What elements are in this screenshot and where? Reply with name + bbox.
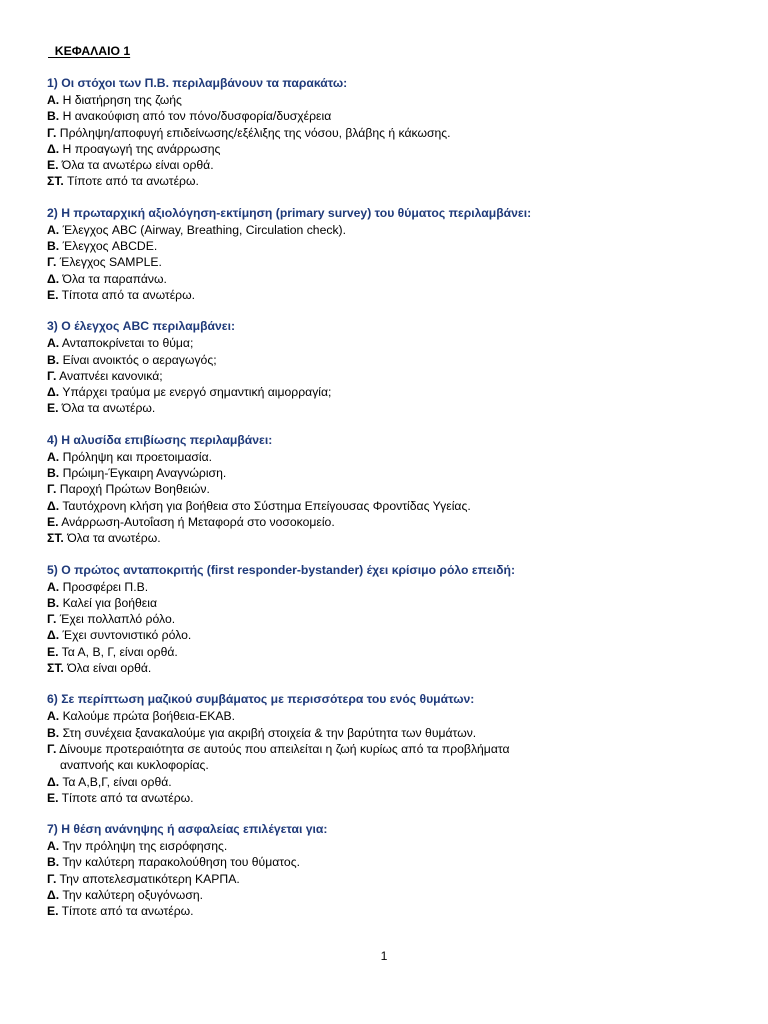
option-letter: Δ.	[47, 498, 60, 513]
question-text: 3) Ο έλεγχος ABC περιλαμβάνει:	[47, 319, 236, 334]
answer-option	[47, 774, 737, 790]
question-1	[47, 75, 737, 190]
option-text: Τα Α,Β,Γ, είναι ορθά.	[59, 774, 172, 789]
question-2	[47, 205, 737, 303]
option-letter: Α.	[47, 93, 60, 107]
document-page	[47, 43, 737, 920]
option-text: Όλα τα ανωτέρω είναι ορθά.	[58, 158, 214, 173]
option-text: Την καλύτερη παρακολούθηση του θύματος.	[59, 855, 300, 870]
answer-option	[47, 611, 737, 627]
answer-option	[47, 838, 737, 854]
option-letter: ΣΤ.	[47, 661, 64, 676]
answer-option	[47, 271, 737, 287]
option-text: Τα Α, Β, Γ, είναι ορθά.	[58, 644, 178, 659]
option-text: Αναπνέει κανονικά;	[56, 368, 163, 383]
answer-option	[47, 708, 737, 724]
option-letter: Γ.	[47, 612, 57, 627]
answer-option	[47, 157, 737, 173]
option-letter: Δ.	[47, 887, 60, 902]
answer-option	[47, 400, 737, 416]
question-3	[47, 318, 737, 416]
option-letter: Γ.	[47, 482, 57, 497]
option-letter: ΣΤ.	[47, 531, 64, 546]
answer-option	[47, 481, 737, 497]
answer-option	[47, 644, 737, 660]
option-text: Την αποτελεσματικότερη ΚΑΡΠΑ.	[56, 871, 240, 886]
answer-option	[47, 579, 737, 595]
option-text: Όλα είναι ορθά.	[63, 661, 152, 676]
option-letter: Δ.	[47, 774, 60, 789]
option-text: Τίποτε από τα ανωτέρω.	[58, 904, 194, 919]
option-letter: Δ.	[47, 628, 60, 643]
answer-option	[47, 530, 737, 546]
answer-option	[47, 449, 737, 465]
option-letter: Β.	[47, 595, 60, 610]
answer-option	[47, 238, 737, 254]
option-letter: Ε.	[47, 401, 59, 416]
option-letter: ΣΤ.	[47, 174, 64, 189]
question-6	[47, 691, 737, 806]
answer-option	[47, 514, 737, 530]
question-text: 2) Η πρωταρχική αξιολόγηση-εκτίμηση (primary survey) του θύματος περιλαμβάνει:	[47, 205, 532, 220]
option-text: Έχει πολλαπλό ρόλο.	[56, 612, 176, 627]
chapter-title: ΚΕΦΑΛΑΙΟ 1	[48, 44, 131, 58]
option-text: Την πρόληψη της εισρόφησης.	[59, 839, 228, 854]
answer-option	[47, 903, 737, 919]
answer-option	[47, 871, 737, 887]
answer-option	[47, 465, 737, 481]
option-letter: Α.	[47, 579, 60, 594]
option-letter: Γ.	[47, 741, 57, 756]
option-text: Δίνουμε προτεραιότητα σε αυτούς που απειλείται η ζωή κυρίως από τα προβλήματα	[56, 741, 510, 756]
answer-option	[47, 173, 737, 189]
answer-option	[47, 384, 737, 400]
answer-option	[47, 498, 737, 514]
answer-option	[47, 92, 737, 108]
answer-option	[47, 254, 737, 270]
answer-option	[47, 335, 737, 351]
answer-option	[47, 887, 737, 903]
option-text: Ανταποκρίνεται το θύμα;	[59, 336, 194, 351]
question-4	[47, 432, 737, 547]
question-text: 6) Σε περίπτωση μαζικού συμβάματος με περισσότερα του ενός θυμάτων:	[47, 692, 475, 707]
option-letter: Β.	[47, 239, 60, 254]
option-letter: Α.	[47, 709, 60, 724]
option-text: Την καλύτερη οξυγόνωση.	[59, 887, 204, 902]
option-letter: Δ.	[47, 385, 60, 400]
answer-option	[47, 790, 737, 806]
question-text: 4) Η αλυσίδα επιβίωσης περιλαμβάνει:	[47, 432, 273, 447]
option-letter: Ε.	[47, 158, 59, 173]
question-text: 7) Η θέση ανάνηψης ή ασφαλείας επιλέγεται για:	[47, 822, 328, 837]
answer-option	[47, 222, 737, 238]
option-text: Όλα τα ανωτέρω.	[63, 531, 161, 546]
option-text: Είναι ανοικτός ο αεραγωγός;	[59, 352, 217, 367]
option-text: Έχει συντονιστικό ρόλο.	[59, 628, 192, 643]
option-text: Όλα τα παραπάνω.	[59, 271, 167, 286]
answer-option	[47, 595, 737, 611]
option-text: Έλεγχος ABC (Airway, Breathing, Circulation check).	[59, 222, 346, 237]
option-text: Τίποτε από τα ανωτέρω.	[58, 790, 194, 805]
answer-option	[47, 660, 737, 676]
option-letter: Α.	[47, 839, 60, 854]
option-text: Τίποτα από τα ανωτέρω.	[58, 287, 196, 302]
answer-option	[47, 141, 737, 157]
option-text: Έλεγχος ABCDE.	[59, 239, 158, 254]
option-text: Υπάρχει τραύμα με ενεργό σημαντική αιμορραγία;	[59, 385, 332, 400]
option-text: Προσφέρει Π.Β.	[59, 579, 149, 594]
option-letter: Ε.	[47, 514, 59, 529]
option-letter: Α.	[47, 336, 60, 351]
option-letter: Γ.	[47, 255, 57, 270]
option-letter: Α.	[47, 222, 60, 237]
option-letter: Γ.	[47, 368, 57, 383]
option-text: Καλεί για βοήθεια	[59, 595, 157, 610]
option-text: Η διατήρηση της ζωής	[59, 93, 182, 107]
question-text: 1) Οι στόχοι των Π.Β. περιλαμβάνουν τα παρακάτω:	[47, 76, 348, 90]
option-letter: Β.	[47, 855, 60, 870]
option-text: Ανάρρωση-Αυτοΐαση ή Μεταφορά στο νοσοκομείο.	[58, 514, 335, 529]
option-text: Στη συνέχεια ξανακαλούμε για ακριβή στοιχεία & την βαρύτητα των θυμάτων.	[59, 725, 477, 740]
option-text: Η ανακούφιση από τον πόνο/δυσφορία/δυσχέρεια	[59, 109, 332, 124]
page-number: 1	[380, 949, 388, 963]
question-text: 5) Ο πρώτος ανταποκριτής (first responder-bystander) έχει κρίσιμο ρόλο επειδή:	[47, 562, 516, 577]
question-5	[47, 562, 737, 677]
option-text: Παροχή Πρώτων Βοηθειών.	[56, 482, 210, 497]
option-text: Πρόληψη και προετοιμασία.	[59, 449, 213, 464]
option-letter: Δ.	[47, 141, 60, 156]
answer-option	[47, 108, 737, 124]
option-letter: Β.	[47, 109, 60, 124]
option-letter: Δ.	[47, 271, 60, 286]
option-text-continuation: αναπνοής και κυκλοφορίας.	[60, 758, 209, 773]
answer-option	[47, 854, 737, 870]
option-letter: Β.	[47, 725, 60, 740]
option-text: Τίποτε από τα ανωτέρω.	[63, 174, 199, 189]
question-7	[47, 821, 737, 919]
answer-option	[47, 368, 737, 384]
option-text: Πρώιμη-Έγκαιρη Αναγνώριση.	[59, 466, 227, 481]
option-text: Πρόληψη/αποφυγή επιδείνωσης/εξέλιξης της νόσου, βλάβης ή κάκωσης.	[56, 125, 451, 140]
question-list	[47, 75, 737, 920]
option-text: Όλα τα ανωτέρω.	[58, 401, 156, 416]
answer-option	[47, 725, 737, 741]
answer-option	[47, 352, 737, 368]
option-text: Καλούμε πρώτα βοήθεια-ΕΚΑΒ.	[59, 709, 236, 724]
option-text: Η προαγωγή της ανάρρωσης	[59, 141, 221, 156]
answer-option	[47, 125, 737, 141]
option-text: Έλεγχος SAMPLE.	[56, 255, 162, 270]
option-letter: Γ.	[47, 125, 57, 140]
option-letter: Β.	[47, 352, 60, 367]
option-letter: Ε.	[47, 790, 59, 805]
option-letter: Β.	[47, 466, 60, 481]
option-letter: Ε.	[47, 287, 59, 302]
answer-option	[47, 287, 737, 303]
option-letter: Ε.	[47, 904, 59, 919]
option-text: Ταυτόχρονη κλήση για βοήθεια στο Σύστημα Επείγουσας Φροντίδας Υγείας.	[59, 498, 471, 513]
answer-option	[47, 741, 567, 774]
option-letter: Ε.	[47, 644, 59, 659]
answer-option	[47, 627, 737, 643]
option-letter: Γ.	[47, 871, 57, 886]
option-letter: Α.	[47, 449, 60, 464]
